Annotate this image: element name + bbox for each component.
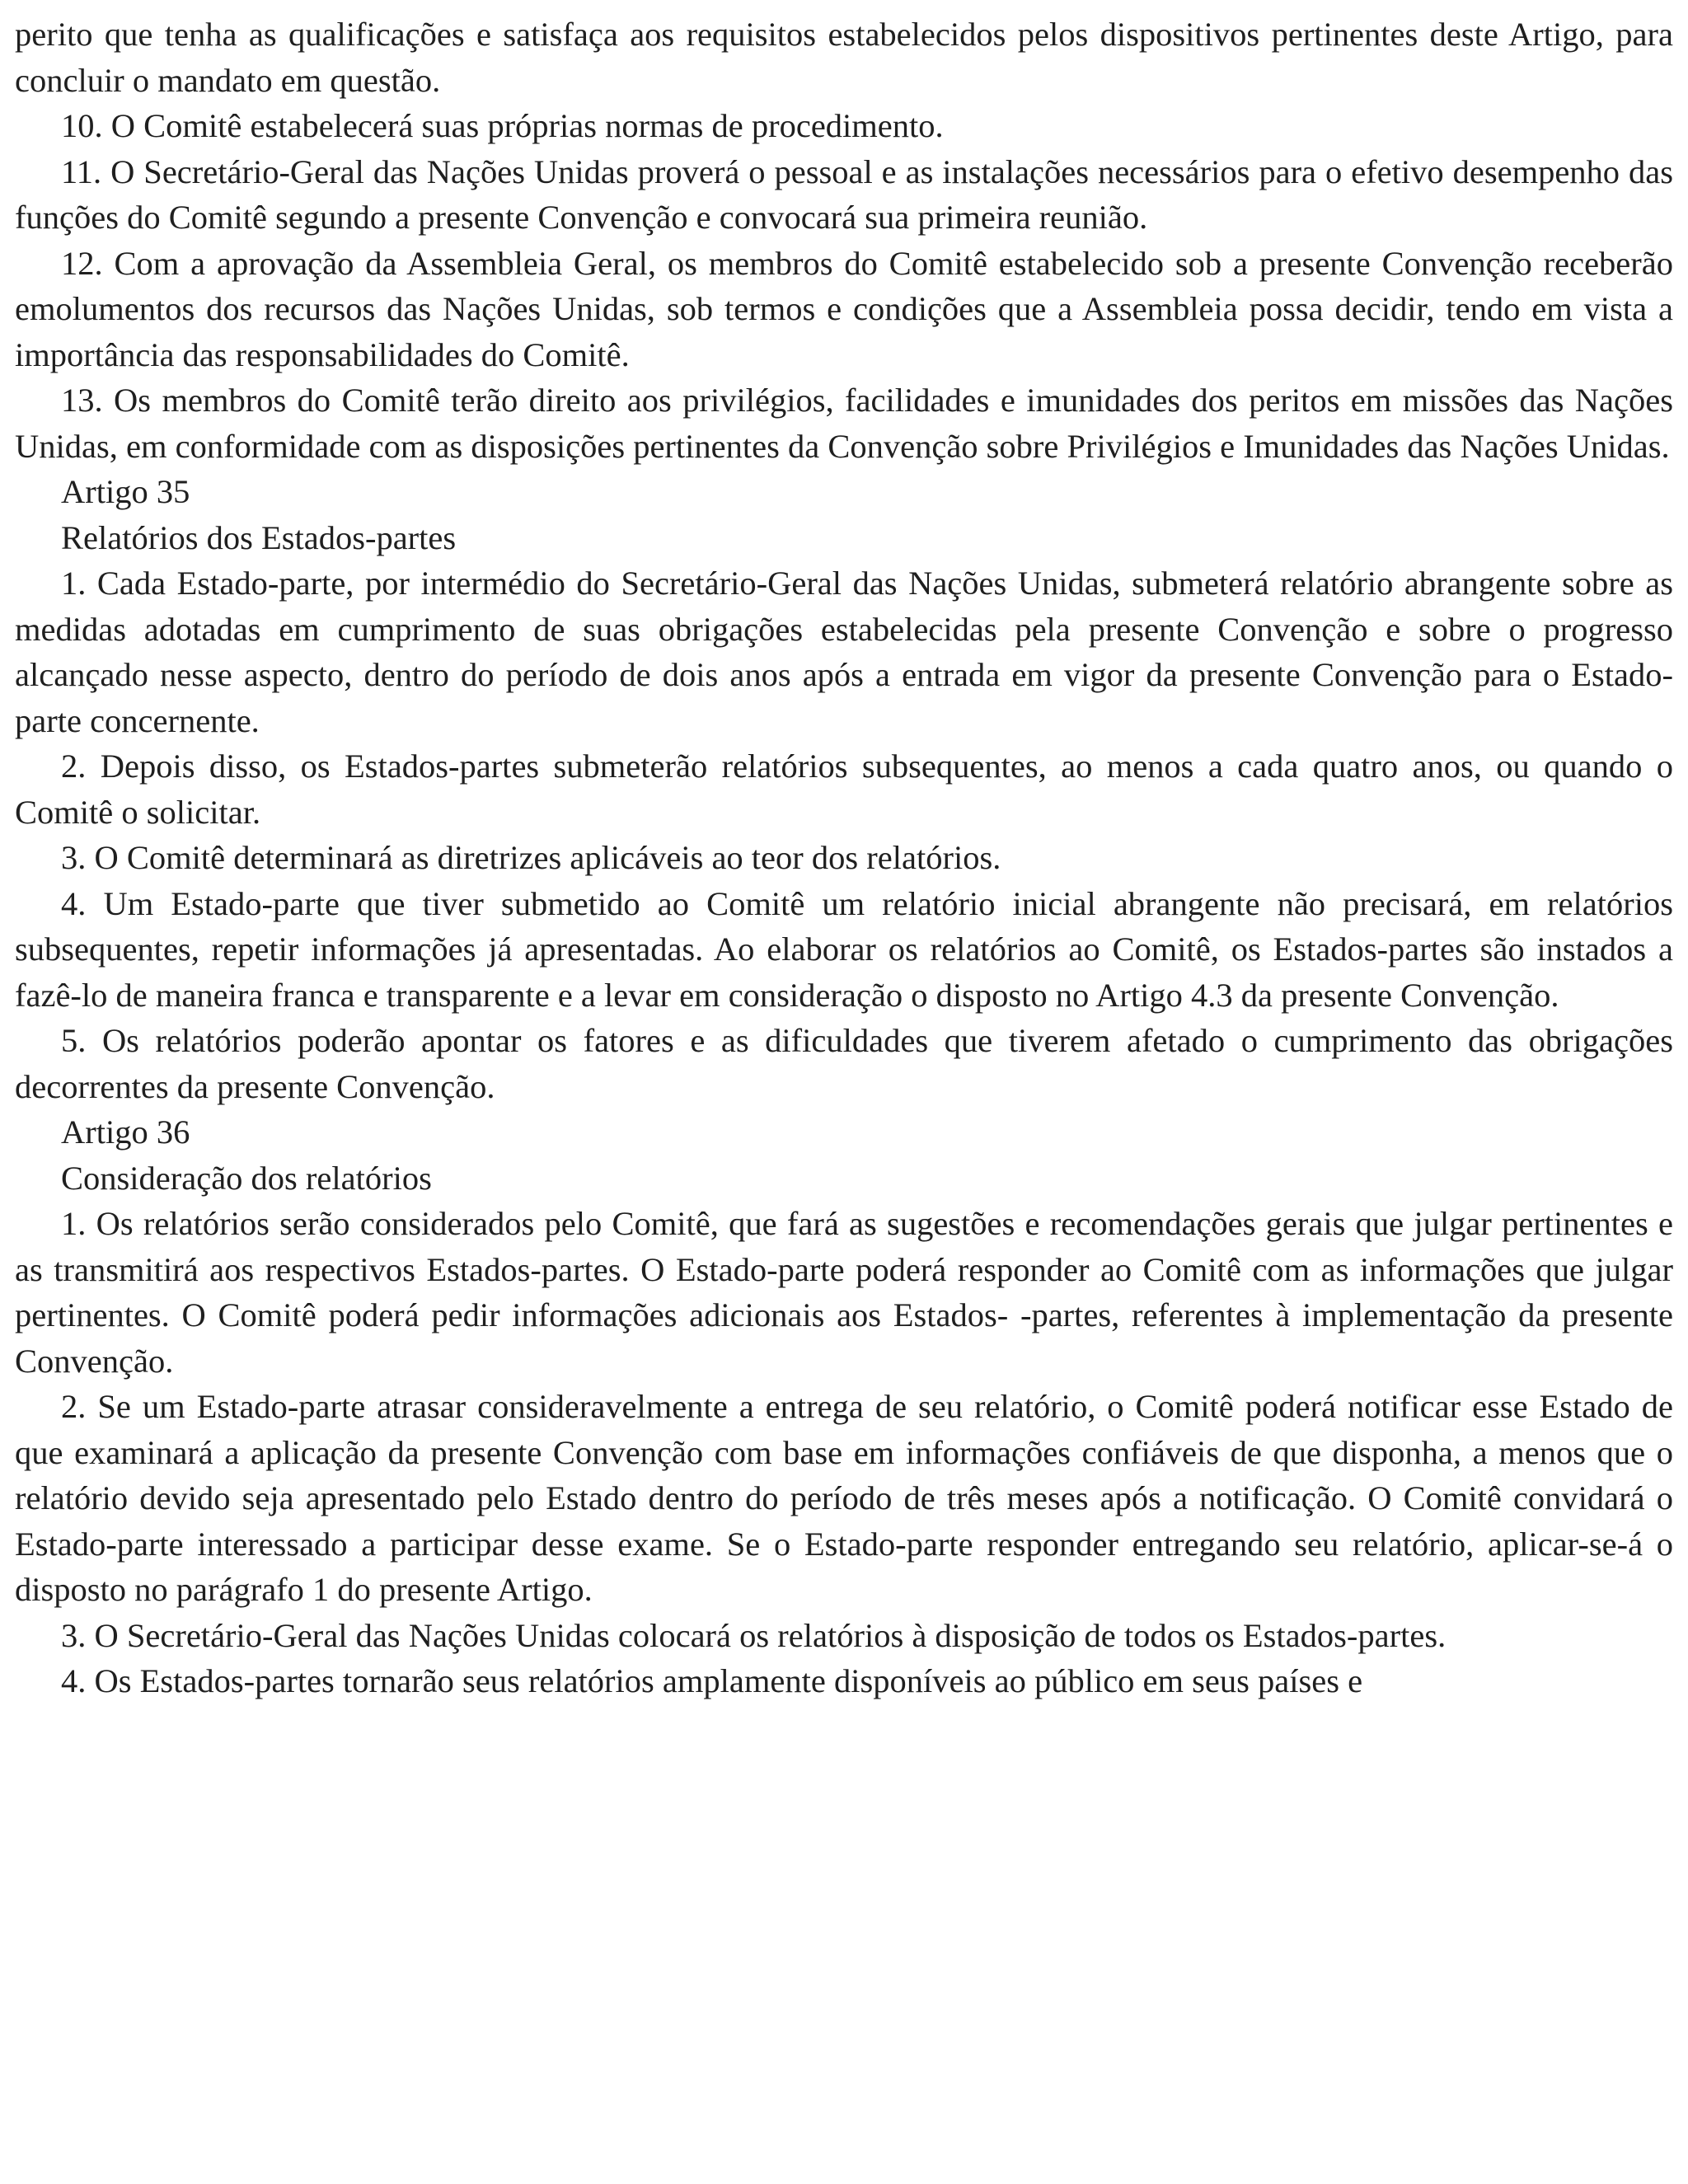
paragraph-item-13: 13. Os membros do Comitê terão direito aos privilégios, facilidades e imunidades dos peritos em missões das Nações Unidas, em conformidade com as disposições pertinentes da Convenção sobre Privilégios e Imunidades das Nações Unidas. <box>15 382 1673 465</box>
article-36-paragraph-3: 3. O Secretário-Geral das Nações Unidas colocará os relatórios à disposição de todos os Estados-partes. <box>61 1616 1447 1654</box>
paragraph-item-12: 12. Com a aprovação da Assembleia Geral, os membros do Comitê estabelecido sob a presente Convenção receberão emolumentos dos recursos das Nações Unidas, sob termos e condições que a Assembleia possa decidir, tendo em vista a importância das responsabilidades do Comitê. <box>15 244 1673 373</box>
article-35-paragraph-3: 3. O Comitê determinará as diretrizes aplicáveis ao teor dos relatórios. <box>61 839 1001 876</box>
article-36-number: Artigo 36 <box>61 1113 190 1151</box>
article-36-paragraph-1: 1. Os relatórios serão considerados pelo Comitê, que fará as sugestões e recomendações gerais que julgar pertinentes e as transmitirá aos respectivos Estados-partes. O Estado-parte poderá responder ao Comitê com as informações que julgar pertinentes. O Comitê poderá pedir informações adicionais aos Estados- -partes, referentes à implementação da presente Convenção. <box>15 1205 1673 1380</box>
paragraph-item-10: 10. O Comitê estabelecerá suas próprias normas de procedimento. <box>61 107 944 144</box>
article-36-paragraph-4: 4. Os Estados-partes tornarão seus relatórios amplamente disponíveis ao público em seus países e <box>61 1662 1363 1699</box>
article-35-title: Relatórios dos Estados-partes <box>61 518 457 556</box>
article-35-paragraph-5: 5. Os relatórios poderão apontar os fatores e as dificuldades que tiverem afetado o cumprimento das obrigações decorrentes da presente Convenção. <box>15 1022 1673 1105</box>
article-35-paragraph-2: 2. Depois disso, os Estados-partes submeterão relatórios subsequentes, ao menos a cada quatro anos, ou quando o Comitê o solicitar. <box>15 748 1673 831</box>
article-36-title: Consideração dos relatórios <box>61 1159 432 1197</box>
document-page <box>15 12 1673 1704</box>
article-36-paragraph-2: 2. Se um Estado-parte atrasar consideravelmente a entrega de seu relatório, o Comitê poderá notificar esse Estado de que examinará a aplicação da presente Convenção com base em informações confiáveis de que disponha, a menos que o relatório devido seja apresentado pelo Estado dentro do período de três meses após a notificação. O Comitê convidará o Estado-parte interessado a participar desse exame. Se o Estado-parte responder entregando seu relatório, aplicar-se-á o disposto no parágrafo 1 do presente Artigo. <box>15 1388 1673 1608</box>
article-35-paragraph-1: 1. Cada Estado-parte, por intermédio do Secretário-Geral das Nações Unidas, submeterá relatório abrangente sobre as medidas adotadas em cumprimento de suas obrigações estabelecidas pela presente Convenção e sobre o progresso alcançado nesse aspecto, dentro do período de dois anos após a entrada em vigor da presente Convenção para o Estado-parte concernente. <box>15 565 1673 739</box>
article-35-number: Artigo 35 <box>61 473 190 510</box>
paragraph-continuation: perito que tenha as qualificações e satisfaça aos requisitos estabelecidos pelos dispositivos pertinentes deste Artigo, para concluir o mandato em questão. <box>15 16 1673 99</box>
paragraph-item-11: 11. O Secretário-Geral das Nações Unidas proverá o pessoal e as instalações necessários para o efetivo desempenho das funções do Comitê segundo a presente Convenção e convocará sua primeira reunião. <box>15 152 1673 236</box>
article-35-paragraph-4: 4. Um Estado-parte que tiver submetido ao Comitê um relatório inicial abrangente não precisará, em relatórios subsequentes, repetir informações já apresentadas. Ao elaborar os relatórios ao Comitê, os Estados-partes são instados a fazê-lo de maneira franca e transparente e a levar em consideração o disposto no Artigo 4.3 da presente Convenção. <box>15 884 1673 1014</box>
